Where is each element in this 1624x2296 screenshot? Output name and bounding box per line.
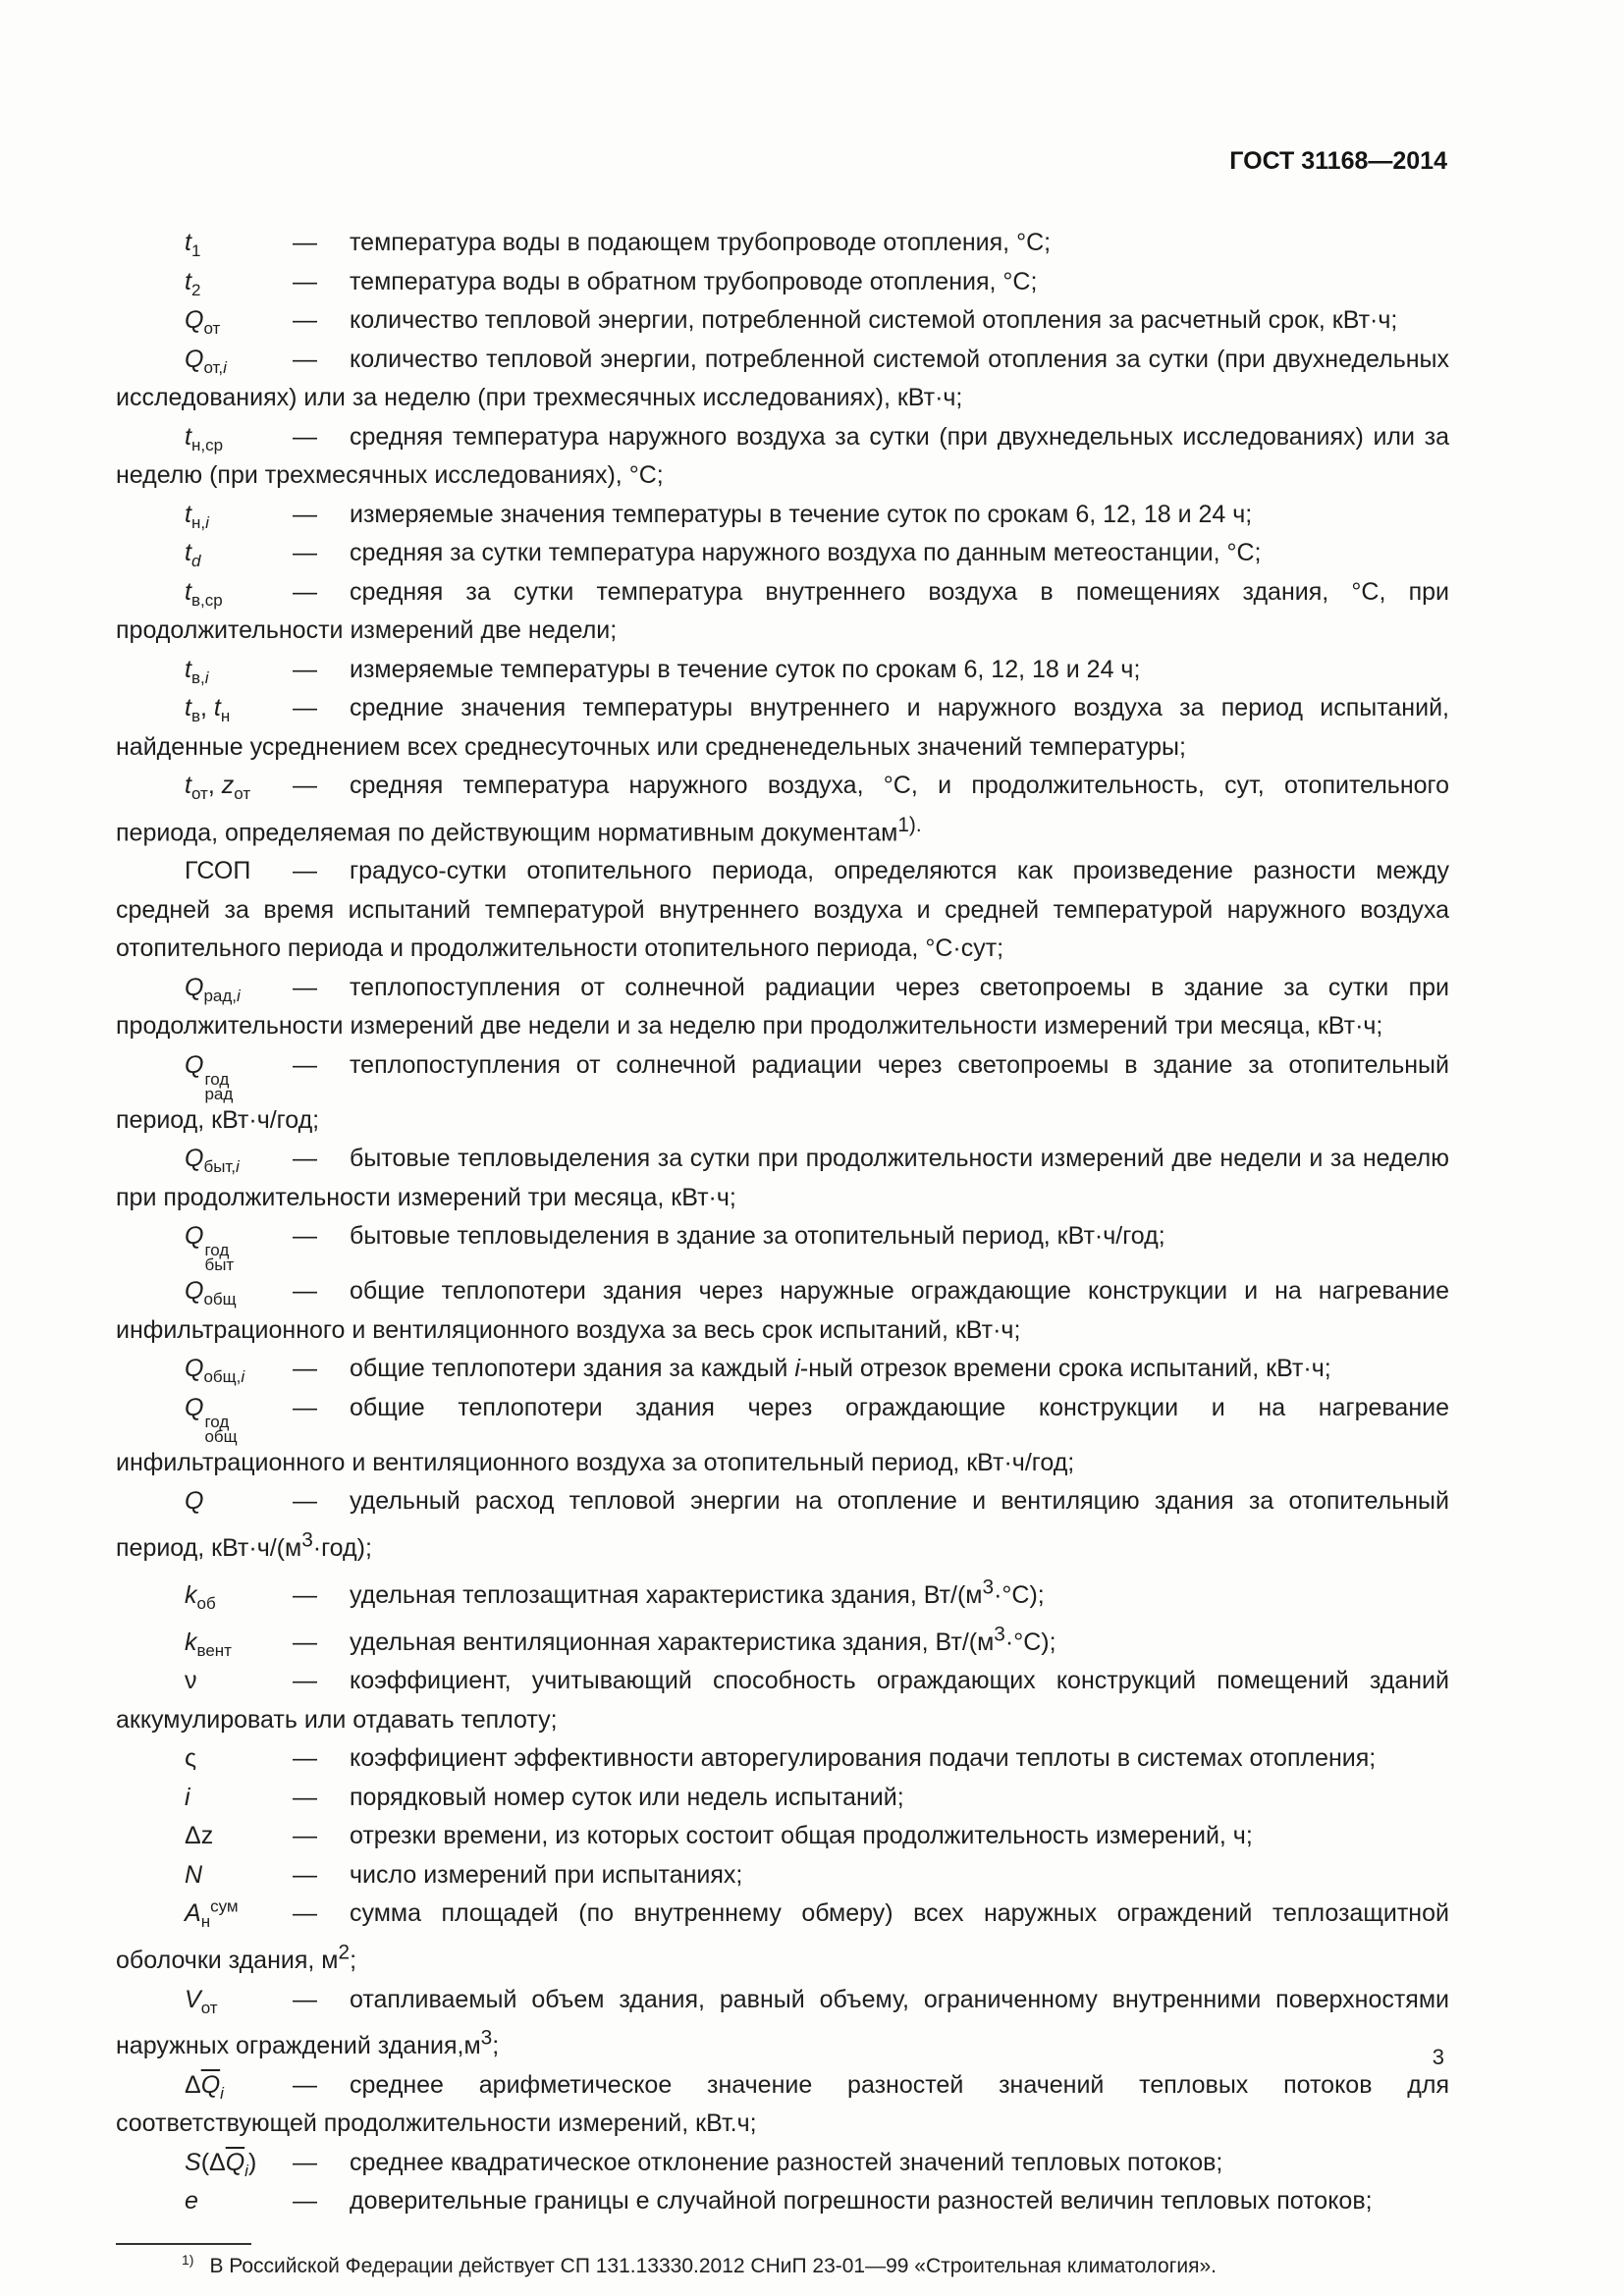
definition-entry: $A_н^{сум}$ — сумма площадей (по внутреннему обмеру) всех наружных ограждений теплозащитной оболочки здания, $м^2$; bbox=[116, 1895, 1449, 1980]
symbol: $k_{вент}$ bbox=[185, 1628, 232, 1660]
definition-text: температура воды в обратном трубопроводе отопления, °С; bbox=[350, 267, 1038, 295]
symbol: Q год рад bbox=[185, 1050, 234, 1103]
symbol: $t_{в,ср}$ bbox=[185, 577, 223, 610]
symbol: $Q_{общ,i}$ bbox=[185, 1355, 245, 1387]
definition-entry: $t_в$, $t_н$ — средние значения температуры внутреннего и наружного воздуха за период испытаний, найденные усреднением всех среднесуточных или средненедельных значений температуры; bbox=[116, 689, 1449, 767]
symbol: Q bbox=[185, 1487, 204, 1516]
definition-text: удельная вентиляционная характеристика здания, $Вт/(м^3\cdot^\circ С)$; bbox=[350, 1623, 1056, 1656]
symbol: $Q_{общ}$ bbox=[185, 1277, 237, 1309]
definition-text: количество тепловой энергии, потребленной системой отопления за сутки (при двухнедельных исследованиях) или за неделю (при трехмесячных исследованиях), кВт·ч; bbox=[116, 345, 1449, 411]
definition-entry: ς — коэффициент эффективности авторегулирования подачи теплоты в системах отопления; bbox=[116, 1739, 1449, 1779]
definition-entry: $t_{в,i}$ — измеряемые температуры в течение суток по срокам 6, 12, 18 и 24 ч; bbox=[116, 651, 1449, 690]
symbol: $A_н^{сум}$ bbox=[185, 1896, 239, 1932]
symbol: $V_{от}$ bbox=[185, 1985, 218, 2017]
definition-entry: $t_1$ — температура воды в подающем трубопроводе отопления, °С; bbox=[116, 224, 1449, 263]
symbol: $S(\Delta\overline{Q}_i)$ bbox=[185, 2148, 257, 2180]
definition-text: количество тепловой энергии, потребленной системой отопления за расчетный срок, кВт·ч; bbox=[350, 306, 1398, 334]
definition-text: общие теплопотери здания через наружные ограждающие конструкции и на нагревание инфильтрационного и вентиляционного воздуха за весь срок испытаний, кВт·ч; bbox=[116, 1277, 1449, 1344]
definition-entry: $t_2$ — температура воды в обратном трубопроводе отопления, °С; bbox=[116, 263, 1449, 302]
definition-entry: ГСОП — градусо-сутки отопительного периода, определяются как произведение разности между средней за время испытаний температурой внутреннего воздуха и средней температурой наружного воздуха отопительного периода и продолжительности отопительного периода, °С·сут; bbox=[116, 852, 1449, 969]
symbol: $t_2$ bbox=[185, 267, 201, 299]
definition-text: коэффициент эффективности авторегулирования подачи теплоты в системах отопления; bbox=[350, 1744, 1377, 1773]
symbol: $t_{от}$, $z_{от}$ bbox=[185, 772, 251, 803]
symbol: N bbox=[185, 1860, 203, 1889]
footnote-text: В Российской Федерации действует СП 131.13330.2012 СНиП 23-01—99 «Строительная климатология». bbox=[209, 2254, 1217, 2277]
definition-entry: $Q_{от}$ — количество тепловой энергии, потребленной системой отопления за расчетный срок, кВт·ч; bbox=[116, 301, 1449, 341]
symbol: e bbox=[185, 2187, 198, 2216]
symbol: $Q_{быт,i}$ bbox=[185, 1145, 240, 1177]
definition-text: средние значения температуры внутреннего и наружного воздуха за период испытаний, найденные усреднением всех среднесуточных или средненедельных значений температуры; bbox=[116, 694, 1449, 761]
definition-text: отапливаемый объем здания, равный объему, ограниченному внутренними поверхностями наружных ограждений $здания,м^3$; bbox=[116, 1985, 1449, 2060]
definition-entry: $t_{н,ср}$ — средняя температура наружного воздуха за сутки (при двухнедельных исследованиях) или за неделю (при трехмесячных исследованиях), °С; bbox=[116, 418, 1449, 496]
definition-text: теплопоступления от солнечной радиации через светопроемы в здание за сутки при продолжительности измерений две недели и за неделю при продолжительности измерений три месяца, кВт·ч; bbox=[116, 973, 1449, 1041]
symbol-definitions bbox=[116, 224, 1449, 2282]
definition-text: средняя температура наружного воздуха, °С, и продолжительность, сут, отопительного периода, определяемая по действующим нормативным документам bbox=[116, 772, 1449, 846]
definition-text: общие теплопотери здания через ограждающие конструкции и на нагревание инфильтрационного и вентиляционного воздуха за отопительный период, кВт·ч/год; bbox=[116, 1393, 1449, 1476]
definition-entry: $Q_{от,i}$ — количество тепловой энергии, потребленной системой отопления за сутки (при двухнедельных исследованиях) или за неделю (при трехмесячных исследованиях), кВт·ч; bbox=[116, 341, 1449, 418]
definition-entry: N — число измерений при испытаниях; bbox=[116, 1856, 1449, 1896]
definition-text: температура воды в подающем трубопроводе отопления, °С; bbox=[350, 229, 1052, 256]
symbol: $k_{об}$ bbox=[185, 1580, 216, 1613]
definition-text: общие теплопотери здания за каждый i-ный отрезок времени срока испытаний, кВт·ч; bbox=[350, 1355, 1331, 1383]
definition-text: средняя за сутки температура внутреннего воздуха в помещениях здания, °С, при продолжительности измерений две недели; bbox=[116, 577, 1449, 644]
definition-entry: $k_{об}$ — удельная теплозащитная характеристика здания, $Вт/(м^3\cdot^\circ С)$; bbox=[116, 1569, 1449, 1616]
symbol: ν bbox=[185, 1667, 197, 1695]
definition-entry: $t_d$ — средняя за сутки температура наружного воздуха по данным метеостанции, °С; bbox=[116, 534, 1449, 573]
symbol: ГСОП bbox=[185, 857, 251, 885]
symbol: $t_d$ bbox=[185, 539, 201, 570]
definition-text: градусо-сутки отопительного периода, определяются как произведение разности между средней за время испытаний температурой внутреннего воздуха и средней температурой наружного воздуха отопительного периода и продолжительности отопительного периода, °С·сут; bbox=[116, 857, 1449, 963]
definition-text: отрезки времени, из которых состоит общая продолжительность измерений, ч; bbox=[350, 1822, 1253, 1850]
definition-entry: $Q_{общ,i}$ — общие теплопотери здания за каждый i-ный отрезок времени срока испытаний, кВт·ч; bbox=[116, 1350, 1449, 1389]
document-header: ГОСТ 31168—2014 bbox=[1229, 147, 1447, 175]
symbol: i bbox=[185, 1783, 190, 1811]
definition-text: сумма площадей (по внутреннему обмеру) всех наружных ограждений теплозащитной оболочки здания, $м^2$; bbox=[116, 1899, 1449, 1975]
symbol: $t_{н,i}$ bbox=[185, 500, 209, 532]
definition-entry: Q год быт — бытовые тепловыделения в здание за отопительный период, кВт·ч/год; bbox=[116, 1217, 1449, 1272]
definition-text: среднее арифметическое значение разностей значений тепловых потоков для соответствующей продолжительности измерений, кВт.ч; bbox=[116, 2070, 1449, 2138]
definition-entry: $S(\Delta\overline{Q}_i)$ — среднее квадратическое отклонение разностей значений тепловых потоков; bbox=[116, 2144, 1449, 2183]
definition-entry: $Q_{быт,i}$ — бытовые тепловыделения за сутки при продолжительности измерений две недели и за неделю при продолжительности измерений три месяца, кВт·ч; bbox=[116, 1140, 1449, 1217]
symbol: Δz bbox=[185, 1822, 214, 1850]
definition-text: доверительные границы е случайной погрешности разностей величин тепловых потоков; bbox=[350, 2187, 1373, 2216]
symbol: $Q_{рад,i}$ bbox=[185, 973, 241, 1005]
definition-entry: $t_{от}$, $z_{от}$ — средняя температура наружного воздуха, °С, и продолжительность, сут, отопительного периода, определяемая по действующим нормативным документам$^{1).}$ bbox=[116, 767, 1449, 852]
definition-entry: $\Delta\overline{Q}_i$ — среднее арифметическое значение разностей значений тепловых потоков для соответствующей продолжительности измерений, кВт.ч; bbox=[116, 2066, 1449, 2144]
definition-entry: $t_{н,i}$ — измеряемые значения температуры в течение суток по срокам 6, 12, 18 и 24 ч; bbox=[116, 496, 1449, 535]
definition-text: средняя за сутки температура наружного воздуха по данным метеостанции, °С; bbox=[350, 539, 1262, 566]
definition-text: среднее квадратическое отклонение разностей значений тепловых потоков; bbox=[350, 2148, 1223, 2176]
definition-text: коэффициент, учитывающий способность ограждающих конструкций помещений зданий аккумулировать или отдавать теплоту; bbox=[116, 1667, 1449, 1734]
definition-entry: e — доверительные границы е случайной погрешности разностей величин тепловых потоков; bbox=[116, 2182, 1449, 2221]
symbol: $t_{н,ср}$ bbox=[185, 422, 224, 454]
definition-text: средняя температура наружного воздуха за сутки (при двухнедельных исследованиях) или за неделю (при трехмесячных исследованиях), °С; bbox=[116, 422, 1449, 489]
definition-entry: i — порядковый номер суток или недель испытаний; bbox=[116, 1779, 1449, 1818]
definition-text: измеряемые температуры в течение суток по срокам 6, 12, 18 и 24 ч; bbox=[350, 655, 1141, 683]
definition-text: число измерений при испытаниях; bbox=[350, 1860, 743, 1889]
footnote-marker: 1) bbox=[182, 2251, 194, 2268]
symbol: Q год быт bbox=[185, 1222, 235, 1275]
footnote bbox=[116, 2251, 1449, 2282]
definition-entry: Q год рад — теплопоступления от солнечной радиации через светопроемы в здание за отопительный период, кВт·ч/год; bbox=[116, 1046, 1449, 1141]
definition-text: бытовые тепловыделения в здание за отопительный период, кВт·ч/год; bbox=[350, 1222, 1165, 1251]
definition-entry: Δz — отрезки времени, из которых состоит общая продолжительность измерений, ч; bbox=[116, 1817, 1449, 1856]
footnote-reference: 1). bbox=[897, 813, 922, 836]
definition-entry: $Q_{рад,i}$ — теплопоступления от солнечной радиации через светопроемы в здание за сутки при продолжительности измерений две недели и за неделю при продолжительности измерений три месяца, кВт·ч; bbox=[116, 969, 1449, 1046]
symbol: $t_в$, $t_н$ bbox=[185, 694, 231, 725]
definition-entry: ν — коэффициент, учитывающий способность ограждающих конструкций помещений зданий аккумулировать или отдавать теплоту; bbox=[116, 1662, 1449, 1739]
definition-entry: $Q_{общ}$ — общие теплопотери здания через наружные ограждающие конструкции и на нагревание инфильтрационного и вентиляционного воздуха за весь срок испытаний, кВт·ч; bbox=[116, 1272, 1449, 1350]
definition-entry: Q год общ — общие теплопотери здания через ограждающие конструкции и на нагревание инфильтрационного и вентиляционного воздуха за отопительный период, кВт·ч/год; bbox=[116, 1389, 1449, 1483]
definition-text: удельный расход тепловой энергии на отопление и вентиляцию здания за отопительный период, $кВт\cdot ч/(м^3\cdot год)$; bbox=[116, 1487, 1449, 1563]
footnote-divider bbox=[116, 2243, 251, 2245]
symbol: $Q_{от,i}$ bbox=[185, 345, 227, 377]
symbol: $Q_{от}$ bbox=[185, 306, 221, 338]
definition-text: теплопоступления от солнечной радиации через светопроемы в здание за отопительный период, кВт·ч/год; bbox=[116, 1050, 1449, 1134]
definition-text: порядковый номер суток или недель испытаний; bbox=[350, 1783, 904, 1811]
page-number: 3 bbox=[1432, 2045, 1444, 2069]
symbol: Q год общ bbox=[185, 1393, 238, 1446]
symbol: $t_1$ bbox=[185, 229, 201, 260]
definition-text: измеряемые значения температуры в течение суток по срокам 6, 12, 18 и 24 ч; bbox=[350, 500, 1253, 528]
symbol: ς bbox=[185, 1744, 197, 1773]
definition-text: удельная теплозащитная характеристика здания, $Вт/(м^3\cdot^\circ С)$; bbox=[350, 1575, 1045, 1609]
definition-entry: $k_{вент}$ — удельная вентиляционная характеристика здания, $Вт/(м^3\cdot^\circ С)$; bbox=[116, 1615, 1449, 1662]
definition-entry: Q — удельный расход тепловой энергии на отопление и вентиляцию здания за отопительный период, $кВт\cdot ч/(м^3\cdot год)$; bbox=[116, 1482, 1449, 1568]
definition-entry: $V_{от}$ — отапливаемый объем здания, равный объему, ограниченному внутренними поверхностями наружных ограждений $здания,м^3$; bbox=[116, 1981, 1449, 2066]
definition-text: бытовые тепловыделения за сутки при продолжительности измерений две недели и за неделю при продолжительности измерений три месяца, кВт·ч; bbox=[116, 1145, 1449, 1211]
definition-entry: $t_{в,ср}$ — средняя за сутки температура внутреннего воздуха в помещениях здания, °С, при продолжительности измерений две недели; bbox=[116, 573, 1449, 651]
symbol: $\Delta\overline{Q}_i$ bbox=[185, 2070, 224, 2103]
symbol: $t_{в,i}$ bbox=[185, 655, 209, 687]
